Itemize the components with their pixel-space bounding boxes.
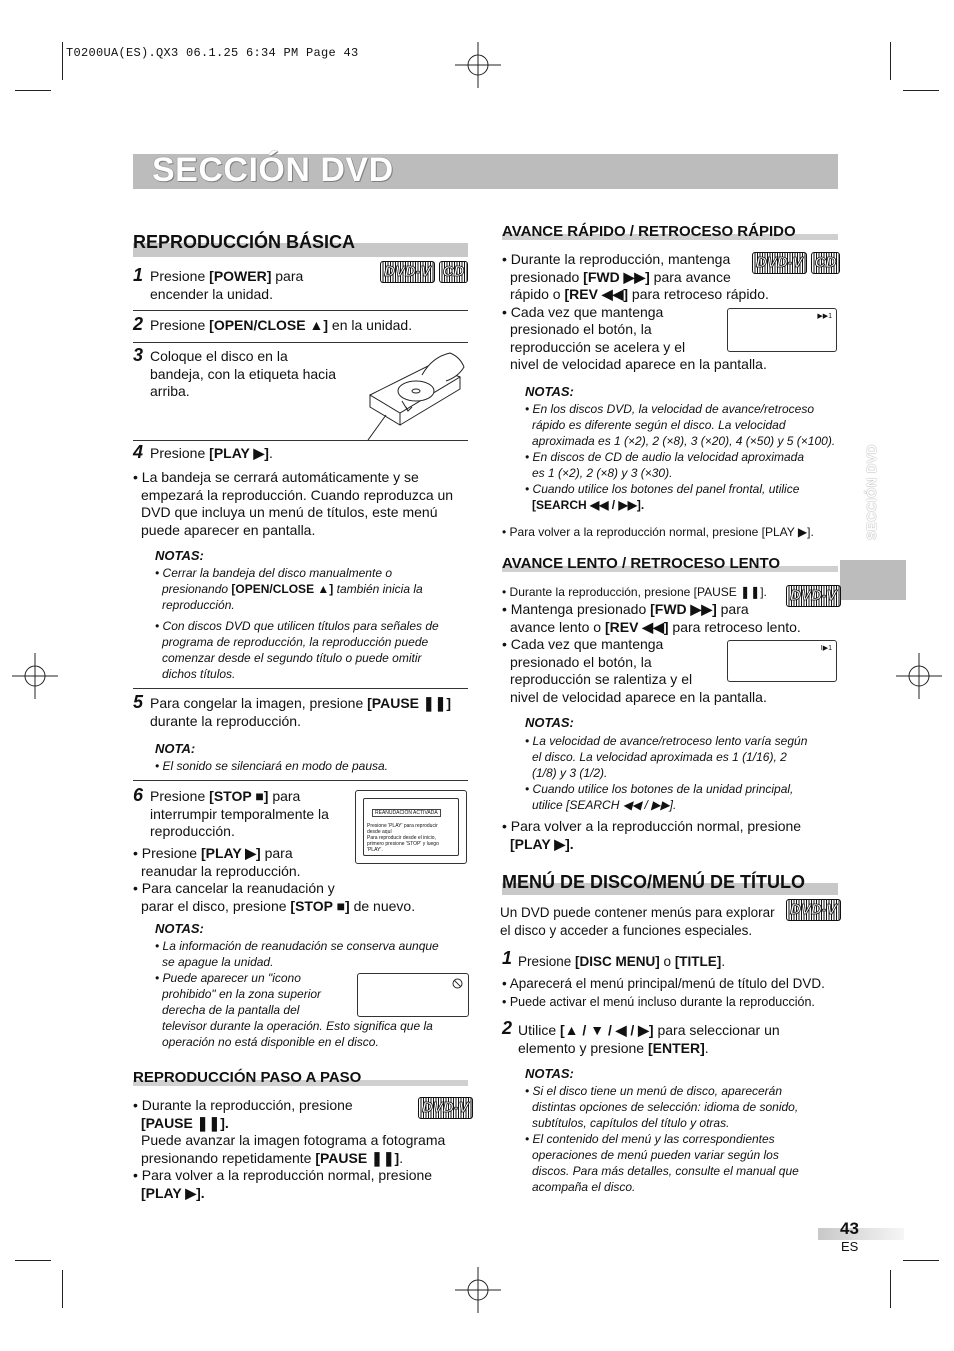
basic-heading: REPRODUCCIÓN BÁSICA: [133, 232, 356, 252]
step-number: 5: [133, 692, 144, 712]
step6-text: Presione [STOP ■] para interrumpir temporalmente la reproducción.: [150, 788, 329, 839]
section-title: SECCIÓN DVD: [152, 151, 394, 189]
notes-list: • Cerrar la bandeja del disco manualmente o presionando [OPEN/CLOSE ▲] también inicia la reproducción. • Con discos DVD que utilicen títulos para señales de programa de reproducción, la reproducción puede comenzar desde el segundo título o puede omitir dichos títulos.: [155, 566, 439, 681]
step-by-step-heading: REPRODUCCIÓN PASO A PASO: [133, 1069, 362, 1086]
menu-intro: Un DVD puede contener menús para explorar el disco y acceder a funciones especiales.: [500, 905, 775, 938]
notes-list: • Si el disco tiene un menú de disco, aparecerán distintas opciones de selección: idioma de sonido, subtítulos, capítulos del título y otras. • El contenido del menú y las correspondientes operaciones de menú pueden variar según los discos. Para más detalles, consulte el manual que acompaña el disco.: [525, 1084, 799, 1194]
side-section-label: SECCIÓN DVD: [864, 444, 879, 540]
notes-heading: NOTAS:: [525, 1066, 574, 1081]
nota-text: • El sonido se silenciará en modo de pausa.: [155, 759, 389, 773]
dvd-v-icon: DVD-V: [786, 899, 841, 921]
notes-list: • En los discos DVD, la velocidad de avance/retroceso rápido es diferente según el disco. La velocidad aproximada es 1 (×2), 2 (×8), 3 (×20), 4 (×50) y 5 (×100). • En discos de CD de audio la velocidad aproximada es 1 (×2), 2 (×8) y 3 (×30). • Cuando utilice los botones del panel frontal, utilice [SEARCH ◀◀ / ▶▶].: [525, 402, 836, 512]
fast-return-note: • Para volver a la reproducción normal, presione [PLAY ▶].: [502, 525, 814, 539]
step-by-step-text: • Durante la reproducción, presione [PAUSE ❚❚]. Puede avanzar la imagen fotograma a fotograma presionando repetidamente [PAUSE ❚❚]. • Para volver a la reproducción normal, presione [PLAY ▶].: [133, 1097, 446, 1201]
step-number: 1: [502, 948, 513, 968]
prohibited-icon: [452, 978, 463, 989]
dvd-v-icon: DVD-V: [786, 585, 841, 607]
dvd-v-icon: DVD-V: [380, 261, 435, 283]
slow-text: • Mantenga presionado [FWD ▶▶] para avance lento o [REV ◀◀] para retroceso lento. • Cada vez que mantenga presionado el botón, la reproducción se ralentiza y el nivel de velocidad aparece en la pantalla.: [502, 601, 801, 705]
slow-heading: AVANCE LENTO / RETROCESO LENTO: [502, 555, 781, 572]
notes-heading: NOTAS:: [155, 548, 204, 563]
step-number: 6: [133, 785, 144, 805]
registration-mark-icon: [896, 653, 942, 699]
step3-text: Coloque el disco en la bandeja, con la etiqueta hacia arriba.: [150, 348, 337, 399]
step-number: 2: [133, 314, 144, 334]
menu-bullet2: • Puede activar el menú incluso durante la reproducción.: [502, 995, 815, 1009]
menu-step1: Presione [DISC MENU] o [TITLE].: [518, 954, 726, 969]
step2-text: Presione [OPEN/CLOSE ▲] en la unidad.: [150, 317, 413, 333]
notes-list: • La velocidad de avance/retroceso lento varía según el disco. La velocidad aproximada es 1 (1/16), 2 (1/8) y 3 (1/2). • Cuando utilice los botones de la unidad principal, utilice [SEARCH ◀◀ / ▶▶].: [525, 734, 808, 812]
menu-bullet1: • Aparecerá el menú principal/menú de título del DVD.: [502, 976, 825, 991]
notes-list: • La información de reanudación se conserva aunque se apague la unidad. • Puede aparecer un "icono prohibido" en la zona superior derecha de la pantalla del televisor durante la operación. Esto significa que la operación no está disponible en el disco.: [155, 939, 439, 1049]
speed-screen: ▶▶1: [727, 308, 837, 352]
dvd-v-icon: DVD-V: [752, 252, 807, 274]
nota-heading: NOTA:: [155, 741, 196, 756]
disc-type-badges: [380, 261, 468, 283]
speed-screen: I▶1: [727, 640, 837, 682]
step4-text: Presione [PLAY ▶].: [150, 445, 273, 461]
page-number-bar: [818, 1228, 904, 1240]
step-number: 1: [133, 265, 144, 285]
notes-heading: NOTAS:: [155, 921, 204, 936]
fast-text: • Durante la reproducción, mantenga presionado [FWD ▶▶] para avance rápido o [REV ◀◀] para retroceso rápido. • Cada vez que mantenga presionado el botón, la reproducción se acelera y el nivel de velocidad aparece en la pantalla.: [502, 251, 769, 372]
slow-return-note: • Para volver a la reproducción normal, presione [PLAY ▶].: [502, 818, 802, 852]
page-number: 43: [840, 1219, 859, 1238]
resume-screen: REANUDACIÓN ACTIVADA Presione 'PLAY' para reproducir desde aquí Para reproducir desde el inicio, primero presione 'STOP' y luego 'PLAY'.: [355, 790, 467, 864]
side-tab: [840, 560, 906, 600]
print-header: T0200UA(ES).QX3 06.1.25 6:34 PM Page 43: [66, 46, 359, 60]
page-language: ES: [841, 1239, 859, 1254]
notes-heading: NOTAS:: [525, 384, 574, 399]
slow-pause-line: • Durante la reproducción, presione [PAUSE ❚❚].: [502, 585, 767, 599]
step4-bullet: • La bandeja se cerrará automáticamente y se empezará la reproducción. Cuando reproduzca un DVD que incluya un menú de títulos, este menú puede aparecer en pantalla.: [133, 469, 454, 538]
notes-heading: NOTAS:: [525, 715, 574, 730]
step-number: 2: [502, 1018, 513, 1038]
fast-heading: AVANCE RÁPIDO / RETROCESO RÁPIDO: [502, 223, 796, 240]
step5-text: Para congelar la imagen, presione [PAUSE ❚❚] durante la reproducción.: [150, 695, 452, 729]
step6-bullets: • Presione [PLAY ▶] para reanudar la reproducción. • Para cancelar la reanudación y parar el disco, presione [STOP ■] de nuevo.: [133, 845, 416, 914]
disc-type-badges: [786, 899, 841, 921]
menu-step2: Utilice [▲ / ▼ / ◀ / ▶] para seleccionar un elemento y presione [ENTER].: [518, 1022, 780, 1056]
registration-mark-icon: [455, 42, 501, 88]
disc-tray-illustration: [350, 345, 468, 440]
step-number: 4: [133, 442, 144, 462]
registration-mark-icon: [455, 1267, 501, 1313]
cd-icon: CD: [439, 261, 469, 283]
step1-text: Presione [POWER] para encender la unidad.: [150, 268, 304, 302]
step-number: 3: [133, 345, 144, 365]
registration-mark-icon: [12, 653, 58, 699]
menu-heading: MENÚ DE DISCO/MENÚ DE TÍTULO: [502, 872, 806, 892]
cd-icon: CD: [811, 252, 841, 274]
dvd-v-icon: DVD-V: [418, 1097, 473, 1119]
prohibited-screen: [357, 973, 469, 1017]
